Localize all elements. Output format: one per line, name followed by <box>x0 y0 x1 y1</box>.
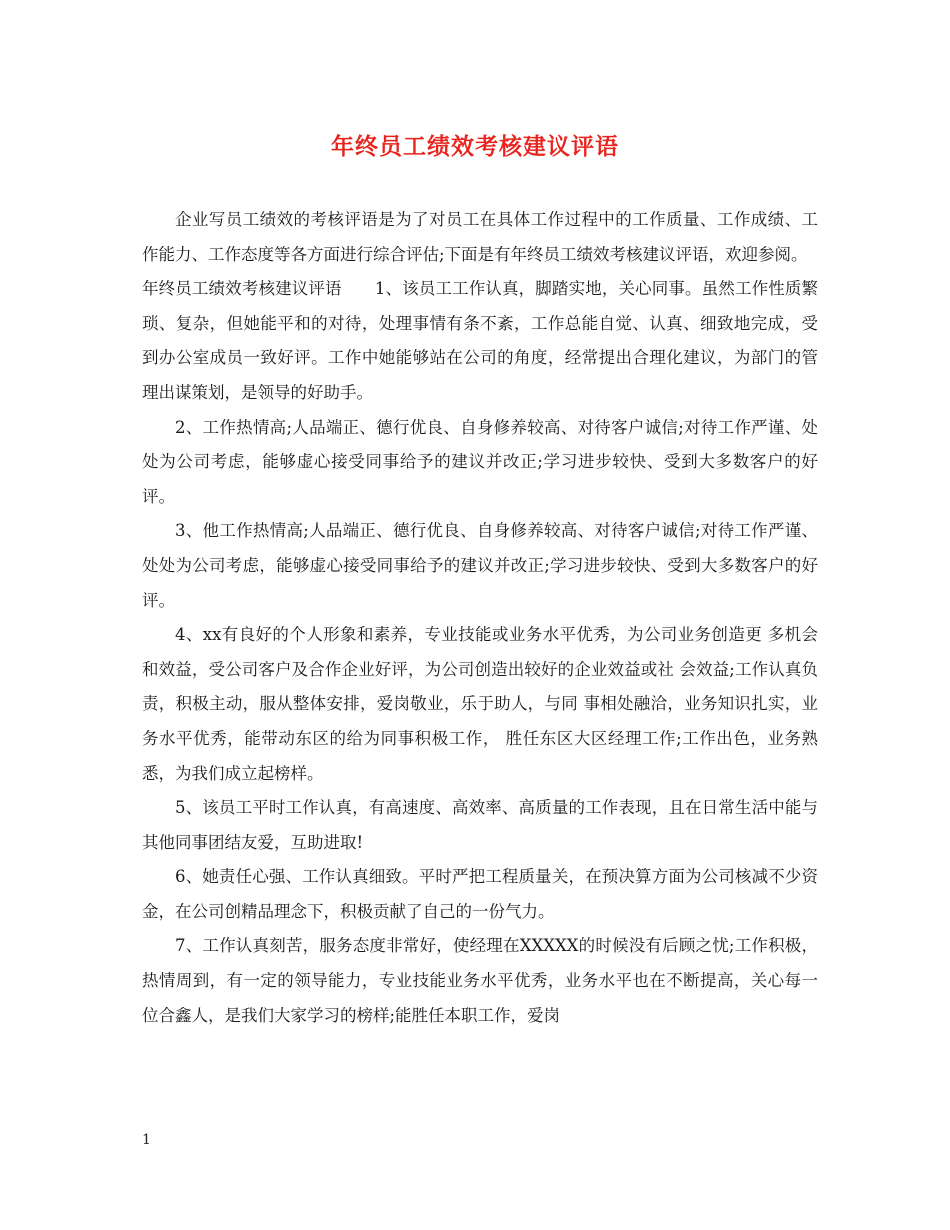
paragraph-item-4: 4、xx有良好的个人形象和素养，专业技能或业务水平优秀，为公司业务创造更 多机会和效益，受公司客户及合作企业好评，为公司创造出较好的企业效益或社 会效益;工作认真负责，积极主动，服从整体安排，爱岗敬业，乐于助人，与同 事相处融洽，业务知识扎实，业务水平优秀，能带动东区的给为同事积极工作， 胜任东区大区经理工作;工作出色，业务熟悉，为我们成立起榜样。 <box>142 625 818 783</box>
paragraph-item-7: 7、工作认真刻苦，服务态度非常好，使经理在XXXXX的时候没有后顾之忧;工作积极，热情周到，有一定的领导能力，专业技能业务水平优秀，业务水平也在不断提高，关心每一位合鑫人，是我们大家学习的榜样;能胜任本职工作，爱岗 <box>142 936 818 1025</box>
paragraph-item-5: 5、该员工平时工作认真，有高速度、高效率、高质量的工作表现，且在日常生活中能与其他同事团结友爱，互助进取! <box>142 798 818 852</box>
paragraph-item-2: 2、工作热情高;人品端正、德行优良、自身修养较高、对待客户诚信;对待工作严谨、处处为公司考虑，能够虚心接受同事给予的建议并改正;学习进步较快、受到大多数客户的好评。 <box>142 417 818 506</box>
paragraph-intro: 企业写员工绩效的考核评语是为了对员工在具体工作过程中的工作质量、工作成绩、工作能力、工作态度等各方面进行综合评估;下面是有年终员工绩效考核建议评语，欢迎参阅。 <box>142 210 818 264</box>
paragraph-item-6: 6、她责任心强、工作认真细致。平时严把工程质量关，在预决算方面为公司核减不少资金，在公司创精品理念下，积极贡献了自己的一份气力。 <box>142 867 818 921</box>
paragraph-item-1: 年终员工绩效考核建议评语 1、该员工工作认真，脚踏实地，关心同事。虽然工作性质繁琐、复杂，但她能平和的对待，处理事情有条不紊，工作总能自觉、认真、细致地完成，受到办公室成员一致好评。工作中她能够站在公司的角度，经常提出合理化建议，为部门的管理出谋策划，是领导的好助手。 <box>142 279 818 402</box>
paragraph-item-3: 3、他工作热情高;人品端正、德行优良、自身修养较高、对待客户诚信;对待工作严谨、处处为公司考虑，能够虚心接受同事给予的建议并改正;学习进步较快、受到大多数客户的好评。 <box>142 521 818 610</box>
page-number: 1 <box>142 1132 151 1148</box>
document-body <box>142 203 818 1033</box>
document-title: 年终员工绩效考核建议评语 <box>331 134 619 160</box>
